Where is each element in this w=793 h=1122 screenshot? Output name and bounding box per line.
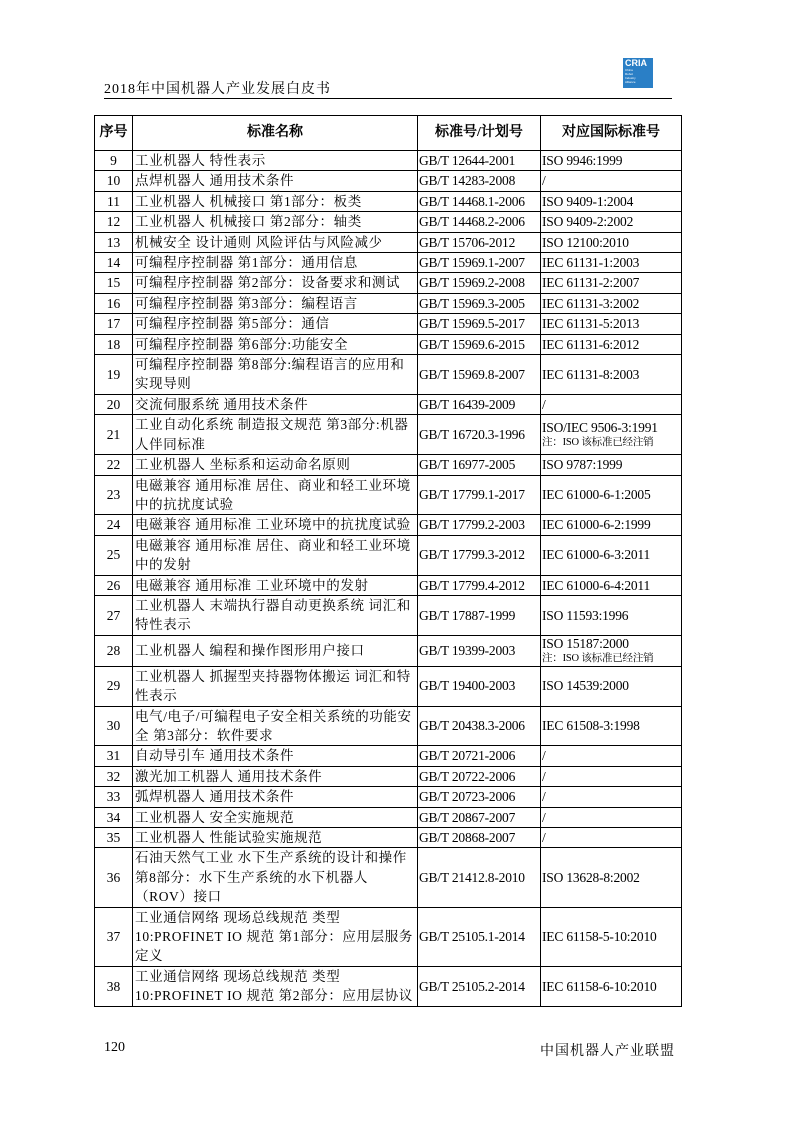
standard-name: 电气/电子/可编程电子安全相关系统的功能安全 第3部分：软件要求 (133, 706, 418, 746)
table-row (95, 273, 682, 293)
row-number: 23 (95, 475, 133, 515)
table-row (95, 212, 682, 232)
table-row (95, 475, 682, 515)
standard-name: 工业机器人 特性表示 (133, 151, 418, 171)
standard-code: GB/T 16977-2005 (418, 455, 541, 475)
standard-name: 激光加工机器人 通用技术条件 (133, 766, 418, 786)
standard-code: GB/T 15969.1-2007 (418, 253, 541, 273)
iso-standard: IEC 61131-6:2012 (542, 336, 640, 352)
iso-cell (541, 766, 682, 786)
standard-name: 可编程序控制器 第8部分:编程语言的应用和实现导则 (133, 355, 418, 395)
iso-cell (541, 232, 682, 252)
table-row (95, 575, 682, 595)
standard-code: GB/T 20868-2007 (418, 828, 541, 848)
iso-cell (541, 575, 682, 595)
iso-standard: / (542, 830, 546, 845)
row-number: 11 (95, 191, 133, 211)
iso-cell (541, 253, 682, 273)
standard-code: GB/T 20438.3-2006 (418, 706, 541, 746)
table-row (95, 394, 682, 414)
row-number: 35 (95, 828, 133, 848)
standards-table (94, 115, 682, 1007)
row-number: 30 (95, 706, 133, 746)
iso-standard: IEC 61131-5:2013 (542, 316, 640, 332)
row-number: 33 (95, 787, 133, 807)
iso-standard: IEC 61158-6-10:2010 (542, 978, 657, 994)
row-number: 28 (95, 635, 133, 666)
standard-code: GB/T 20867-2007 (418, 807, 541, 827)
standard-name: 可编程序控制器 第6部分:功能安全 (133, 334, 418, 354)
table-row (95, 966, 682, 1006)
row-number: 19 (95, 355, 133, 395)
standard-code: GB/T 25105.1-2014 (418, 907, 541, 966)
iso-cell (541, 666, 682, 706)
standard-name: 工业机器人 抓握型夹持器物体搬运 词汇和特性表示 (133, 666, 418, 706)
standard-name: 工业机器人 机械接口 第1部分：板类 (133, 191, 418, 211)
iso-cell (541, 966, 682, 1006)
column-header-name: 标准名称 (133, 116, 418, 151)
standard-name: 工业机器人 末端执行器自动更换系统 词汇和特性表示 (133, 595, 418, 635)
iso-cell (541, 415, 682, 455)
iso-cell (541, 595, 682, 635)
column-header-std: 标准号/计划号 (418, 116, 541, 151)
standard-code: GB/T 17799.2-2003 (418, 515, 541, 535)
logo-text: CRIA (625, 58, 647, 68)
iso-standard: IEC 61158-5-10:2010 (542, 929, 657, 945)
table-header-row (95, 116, 682, 151)
iso-cell (541, 355, 682, 395)
iso-standard: IEC 61131-8:2003 (542, 366, 640, 382)
standard-code: GB/T 17799.1-2017 (418, 475, 541, 515)
table-row (95, 232, 682, 252)
table-row (95, 766, 682, 786)
row-number: 9 (95, 151, 133, 171)
iso-standard: / (542, 789, 546, 805)
standard-code: GB/T 19399-2003 (418, 635, 541, 666)
standard-name: 工业机器人 机械接口 第2部分：轴类 (133, 212, 418, 232)
standard-name: 可编程序控制器 第1部分：通用信息 (133, 253, 418, 273)
table-row (95, 807, 682, 827)
iso-standard: / (542, 396, 546, 412)
standard-name: 工业通信网络 现场总线规范 类型 10:PROFINET IO 规范 第1部分：应用层服务定义 (133, 907, 418, 966)
row-number: 13 (95, 232, 133, 252)
iso-standard: IEC 61131-3:2002 (542, 295, 640, 311)
iso-standard: IEC 61508-3:1998 (542, 718, 640, 734)
table-row (95, 253, 682, 273)
row-number: 22 (95, 455, 133, 475)
row-number: 20 (95, 394, 133, 414)
row-number: 12 (95, 212, 133, 232)
standard-name: 电磁兼容 通用标准 居住、商业和轻工业环境中的抗扰度试验 (133, 475, 418, 515)
iso-cell (541, 535, 682, 575)
row-number: 17 (95, 314, 133, 334)
standard-name: 机械安全 设计通则 风险评估与风险减少 (133, 232, 418, 252)
standard-code: GB/T 21412.8-2010 (418, 848, 541, 907)
iso-standard: ISO 9409-1:2004 (542, 193, 634, 209)
iso-standard: IEC 61131-2:2007 (542, 275, 640, 291)
iso-standard: ISO/IEC 9506-3:1991 (542, 419, 658, 435)
standard-name: 工业机器人 编程和操作图形用户接口 (133, 635, 418, 666)
standard-code: GB/T 15706-2012 (418, 232, 541, 252)
standard-name: 石油天然气工业 水下生产系统的设计和操作 第8部分：水下生产系统的水下机器人（ROV）接口 (133, 848, 418, 907)
table-row (95, 746, 682, 766)
row-number: 27 (95, 595, 133, 635)
iso-standard: / (542, 173, 546, 189)
iso-cell (541, 293, 682, 313)
document-header-title: 2018年中国机器人产业发展白皮书 (104, 82, 331, 97)
standard-name: 点焊机器人 通用技术条件 (133, 171, 418, 191)
table-row (95, 907, 682, 966)
row-number: 24 (95, 515, 133, 535)
iso-standard: ISO 9787:1999 (542, 457, 623, 473)
iso-standard: ISO 15187:2000 (542, 635, 629, 651)
header-divider (104, 98, 672, 99)
standard-code: GB/T 15969.6-2015 (418, 334, 541, 354)
iso-cell (541, 212, 682, 232)
table-row (95, 314, 682, 334)
standard-code: GB/T 14468.2-2006 (418, 212, 541, 232)
row-number: 32 (95, 766, 133, 786)
standard-name: 工业通信网络 现场总线规范 类型10:PROFINET IO 规范 第2部分：应用层协议 (133, 966, 418, 1006)
standard-code: GB/T 17799.4-2012 (418, 575, 541, 595)
iso-standard: / (542, 748, 546, 764)
standard-name: 电磁兼容 通用标准 居住、商业和轻工业环境中的发射 (133, 535, 418, 575)
standard-name: 电磁兼容 通用标准 工业环境中的发射 (133, 575, 418, 595)
row-number: 25 (95, 535, 133, 575)
iso-standard: ISO 9409-2:2002 (542, 214, 634, 230)
iso-cell (541, 787, 682, 807)
iso-standard: / (542, 768, 546, 784)
table-row (95, 293, 682, 313)
iso-cell (541, 151, 682, 171)
standard-code: GB/T 12644-2001 (418, 151, 541, 171)
standard-code: GB/T 14468.1-2006 (418, 191, 541, 211)
standard-code: GB/T 19400-2003 (418, 666, 541, 706)
page-number: 120 (104, 1040, 125, 1055)
standard-name: 弧焊机器人 通用技术条件 (133, 787, 418, 807)
iso-standard: IEC 61000-6-1:2005 (542, 487, 651, 503)
iso-standard: ISO 13628-8:2002 (542, 869, 640, 885)
standard-code: GB/T 20721-2006 (418, 746, 541, 766)
table-row (95, 151, 682, 171)
iso-cell (541, 273, 682, 293)
standard-name: 交流伺服系统 通用技术条件 (133, 394, 418, 414)
iso-standard: IEC 61000-6-4:2011 (542, 577, 651, 593)
table-row (95, 848, 682, 907)
iso-cell (541, 515, 682, 535)
standard-code: GB/T 17799.3-2012 (418, 535, 541, 575)
row-number: 15 (95, 273, 133, 293)
iso-cell (541, 475, 682, 515)
logo-sub: China Robot Industry Alliance (625, 68, 636, 84)
standard-code: GB/T 15969.5-2017 (418, 314, 541, 334)
standard-code: GB/T 25105.2-2014 (418, 966, 541, 1006)
table-row (95, 635, 682, 666)
standard-code: GB/T 16720.3-1996 (418, 415, 541, 455)
standard-name: 可编程序控制器 第2部分：设备要求和测试 (133, 273, 418, 293)
iso-cell (541, 807, 682, 827)
row-number: 26 (95, 575, 133, 595)
row-number: 29 (95, 666, 133, 706)
table-row (95, 595, 682, 635)
iso-standard: ISO 11593:1996 (542, 607, 629, 623)
iso-cell (541, 907, 682, 966)
row-number: 14 (95, 253, 133, 273)
table-row (95, 515, 682, 535)
standard-name: 工业机器人 坐标系和运动命名原则 (133, 455, 418, 475)
column-header-iso: 对应国际标准号 (541, 116, 682, 151)
iso-cell (541, 334, 682, 354)
iso-cell (541, 635, 682, 666)
table-row (95, 706, 682, 746)
table-row (95, 535, 682, 575)
iso-cell (541, 314, 682, 334)
table-row (95, 171, 682, 191)
iso-cell (541, 394, 682, 414)
standard-name: 工业自动化系统 制造报文规范 第3部分:机器人伴同标准 (133, 415, 418, 455)
standard-code: GB/T 16439-2009 (418, 394, 541, 414)
standard-code: GB/T 20722-2006 (418, 766, 541, 786)
table-row (95, 455, 682, 475)
iso-standard: / (542, 809, 546, 825)
iso-cell (541, 828, 682, 848)
iso-standard: ISO 9946:1999 (542, 153, 623, 168)
iso-standard: ISO 14539:2000 (542, 678, 629, 694)
iso-cell (541, 171, 682, 191)
iso-standard: IEC 61131-1:2003 (542, 255, 640, 271)
table-row (95, 355, 682, 395)
standard-code: GB/T 15969.8-2007 (418, 355, 541, 395)
iso-standard: ISO 12100:2010 (542, 234, 629, 250)
iso-cell (541, 848, 682, 907)
table-row (95, 666, 682, 706)
iso-note: 注：ISO 该标准已经注销 (542, 652, 654, 664)
footer-organization: 中国机器人产业联盟 (540, 1044, 675, 1059)
row-number: 16 (95, 293, 133, 313)
standard-code: GB/T 17887-1999 (418, 595, 541, 635)
row-number: 21 (95, 415, 133, 455)
row-number: 37 (95, 907, 133, 966)
standard-name: 工业机器人 性能试验实施规范 (133, 828, 418, 848)
standard-name: 自动导引车 通用技术条件 (133, 746, 418, 766)
row-number: 18 (95, 334, 133, 354)
row-number: 10 (95, 171, 133, 191)
iso-cell (541, 746, 682, 766)
row-number: 38 (95, 966, 133, 1006)
standard-code: GB/T 20723-2006 (418, 787, 541, 807)
table-row (95, 787, 682, 807)
table-row (95, 191, 682, 211)
standard-code: GB/T 14283-2008 (418, 171, 541, 191)
row-number: 34 (95, 807, 133, 827)
standard-name: 工业机器人 安全实施规范 (133, 807, 418, 827)
iso-standard: IEC 61000-6-3:2011 (542, 547, 651, 563)
iso-cell (541, 191, 682, 211)
row-number: 31 (95, 746, 133, 766)
cria-logo (623, 58, 653, 88)
iso-note: 注：ISO 该标准已经注销 (542, 436, 654, 448)
table-row (95, 828, 682, 848)
standard-name: 可编程序控制器 第5部分：通信 (133, 314, 418, 334)
standard-code: GB/T 15969.3-2005 (418, 293, 541, 313)
iso-cell (541, 455, 682, 475)
column-header-no: 序号 (95, 116, 133, 151)
standard-name: 可编程序控制器 第3部分：编程语言 (133, 293, 418, 313)
standard-code: GB/T 15969.2-2008 (418, 273, 541, 293)
standard-name: 电磁兼容 通用标准 工业环境中的抗扰度试验 (133, 515, 418, 535)
iso-standard: IEC 61000-6-2:1999 (542, 517, 651, 533)
row-number: 36 (95, 848, 133, 907)
table-row (95, 415, 682, 455)
iso-cell (541, 706, 682, 746)
table-row (95, 334, 682, 354)
